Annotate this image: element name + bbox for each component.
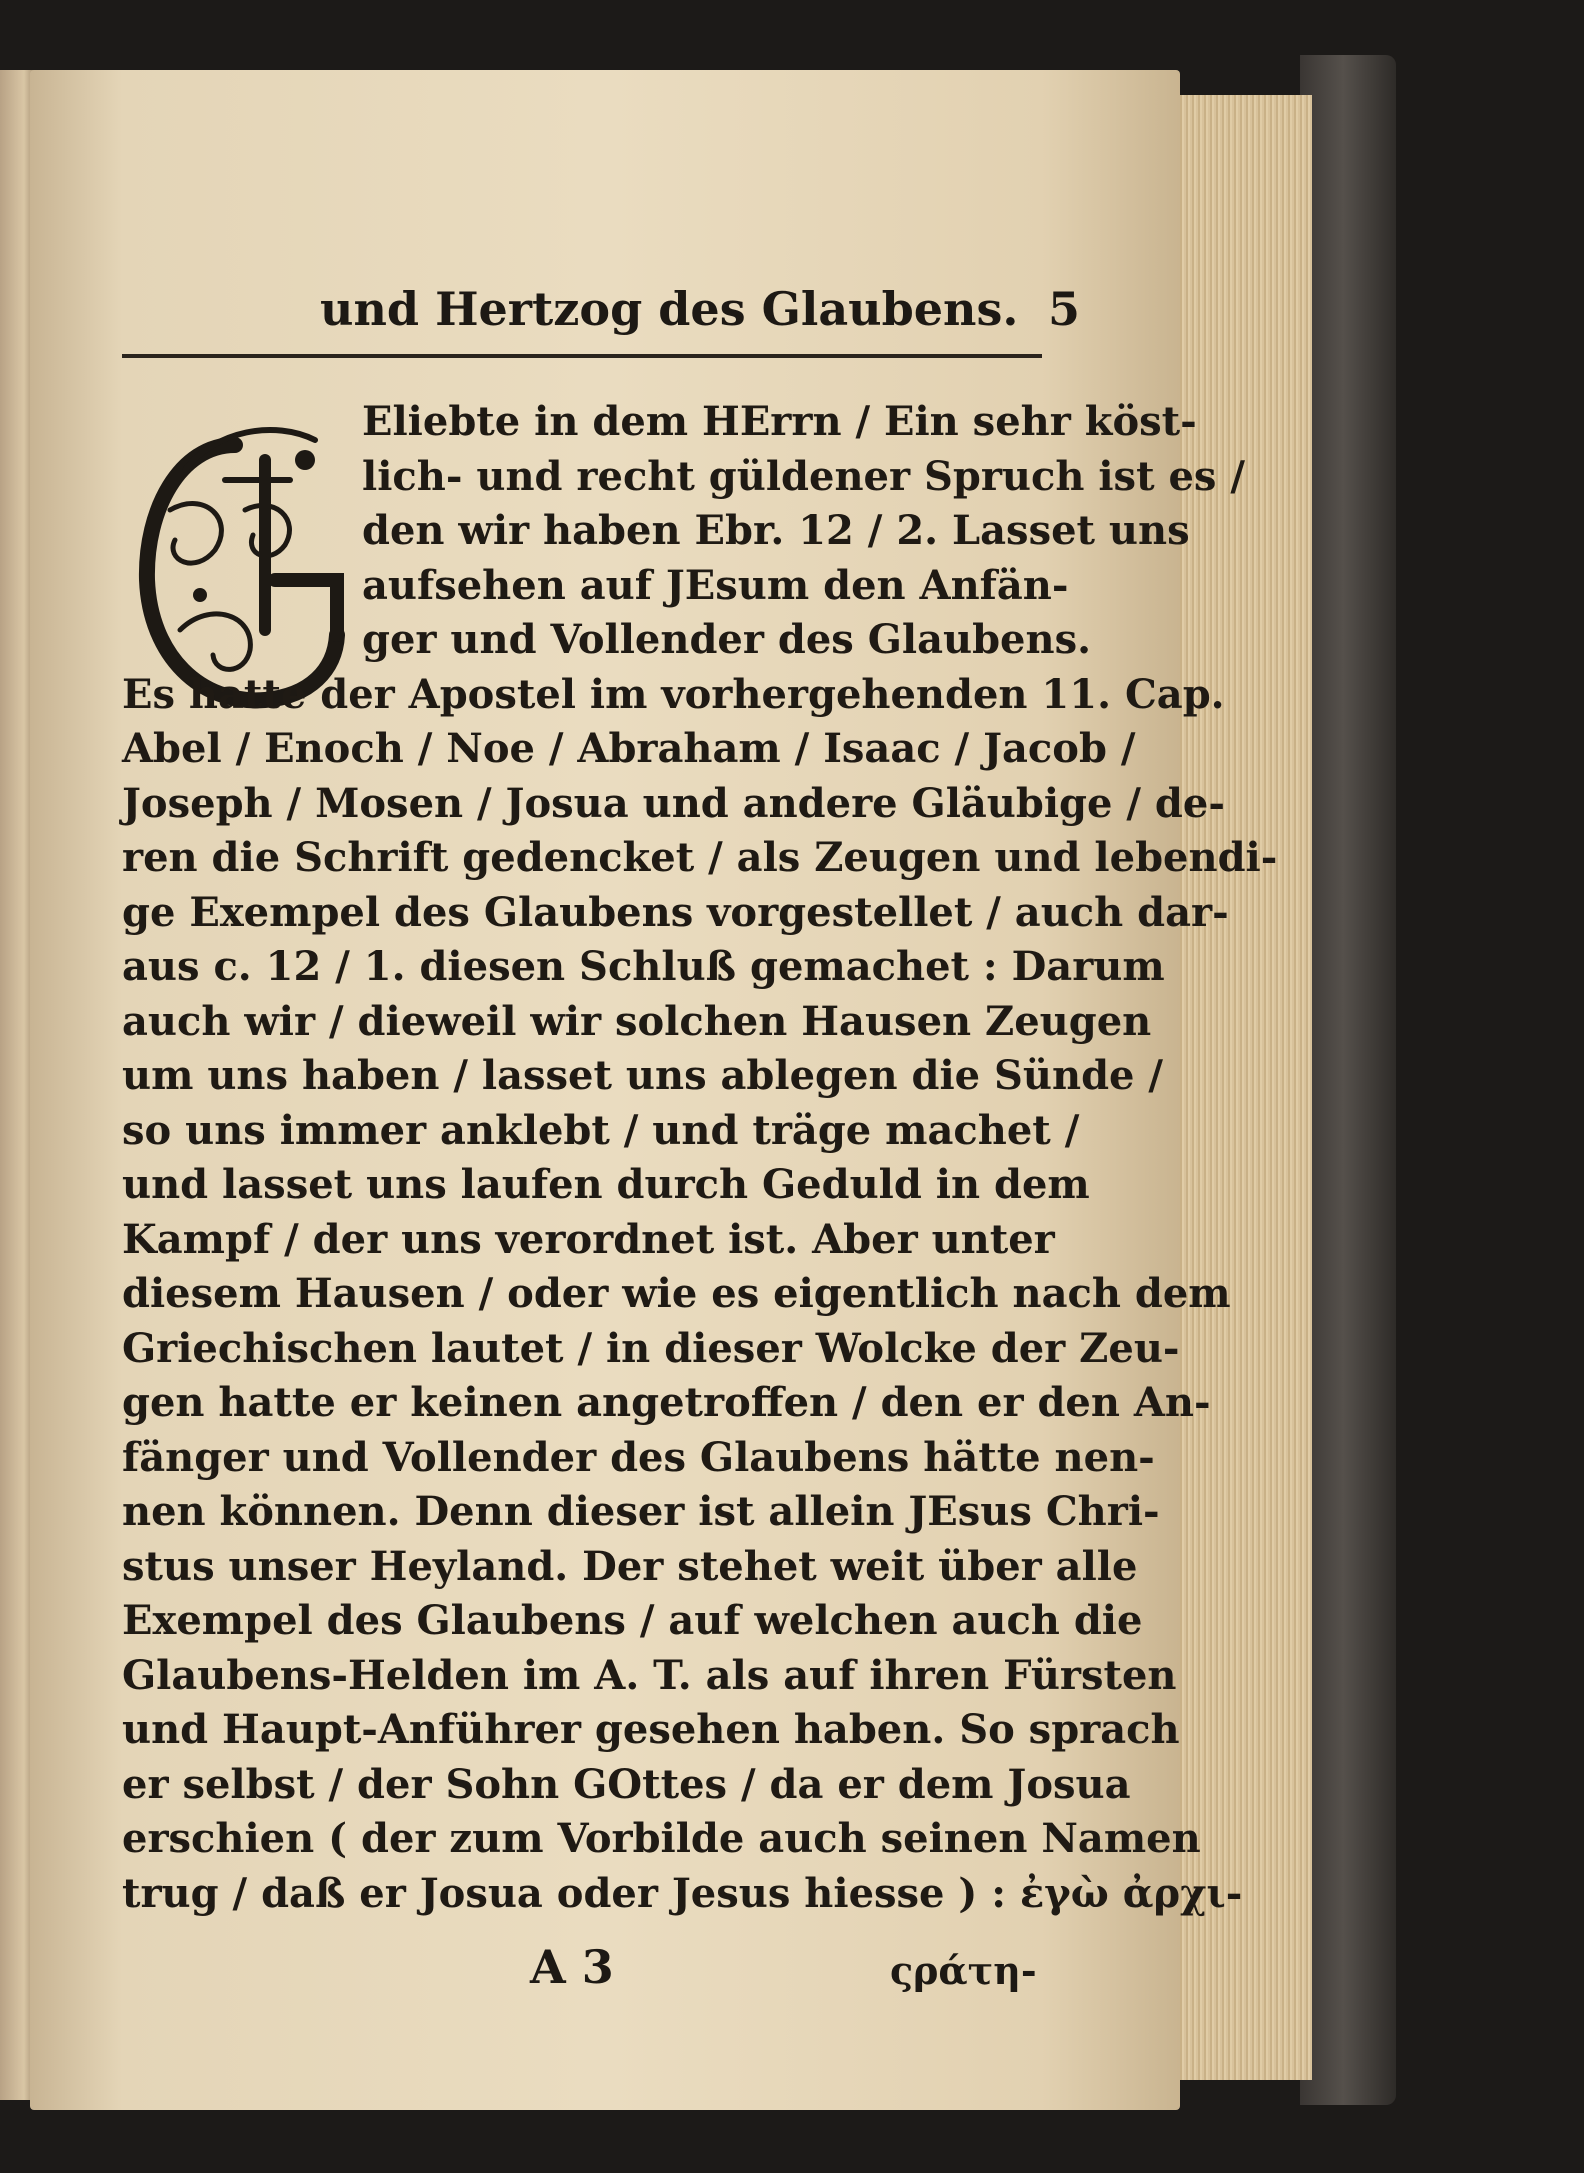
text-line: um uns haben / lasset uns ablegen die Sünde / [122,1052,1164,1099]
text-line: ge Exempel des Glaubens vorgestellet / auch dar- [122,889,1229,936]
text-line: lich- und recht güldener Spruch ist es / [362,453,1245,500]
text-line: auch wir / dieweil wir solchen Hausen Zeugen [122,998,1152,1045]
text-line: Es hatte der Apostel im vorhergehenden 11. Cap. [122,671,1225,718]
signature-mark: A 3 [530,1940,614,1994]
text-line: so uns immer anklebt / und träge machet / [122,1107,1080,1154]
text-line: diesem Hausen / oder wie es eigentlich nach dem [122,1270,1231,1317]
text-line: stus unser Heyland. Der stehet weit über alle [122,1543,1138,1590]
text-line: erschien ( der zum Vorbilde auch seinen Namen [122,1815,1201,1862]
page-fore-edge [1170,95,1312,2080]
text-line: gen hatte er keinen angetroffen / den er den An- [122,1379,1211,1426]
text-line: und Haupt-Anführer gesehen haben. So sprach [122,1706,1180,1753]
text-line: Kampf / der uns verordnet ist. Aber unter [122,1216,1055,1263]
text-line: nen können. Denn dieser ist allein JEsus Chri- [122,1488,1160,1535]
text-line: Abel / Enoch / Noe / Abraham / Isaac / Jacob / [122,725,1136,772]
text-line: aus c. 12 / 1. diesen Schluß gemachet : Darum [122,943,1165,990]
running-head [320,282,1080,352]
page-number: 5 [1047,282,1080,336]
running-title: und Hertzog des Glaubens. [320,282,1019,336]
text-line: fänger und Vollender des Glaubens hätte nen- [122,1434,1155,1481]
text-line: ren die Schrift gedencket / als Zeugen und lebendi- [122,834,1278,881]
book-page [30,70,1278,2110]
text-line: und lasset uns laufen durch Geduld in dem [122,1161,1090,1208]
text-line: trug / daß er Josua oder Jesus hiesse ) : ἐγὼ ἀρχι- [122,1870,1243,1917]
text-line: Exempel des Glaubens / auf welchen auch die [122,1597,1143,1644]
text-line: Eliebte in dem HErrn / Ein sehr köst- [362,398,1197,445]
header-rule [122,354,1042,358]
text-line: aufsehen auf JEsum den Anfän- [362,562,1069,609]
text-line: Griechischen lautet / in dieser Wolcke der Zeu- [122,1325,1180,1372]
text-line: ger und Vollender des Glaubens. [362,616,1092,663]
text-line: er selbst / der Sohn GOttes / da er dem Josua [122,1761,1131,1808]
text-line: Joseph / Mosen / Josua und andere Gläubige / de- [122,780,1225,827]
catchword: ςράτη- [890,1948,1037,1993]
text-line: Glaubens-Helden im A. T. als auf ihren Fürsten [122,1652,1177,1699]
text-line: den wir haben Ebr. 12 / 2. Lasset uns [362,507,1190,554]
book-cover [1300,55,1396,2105]
